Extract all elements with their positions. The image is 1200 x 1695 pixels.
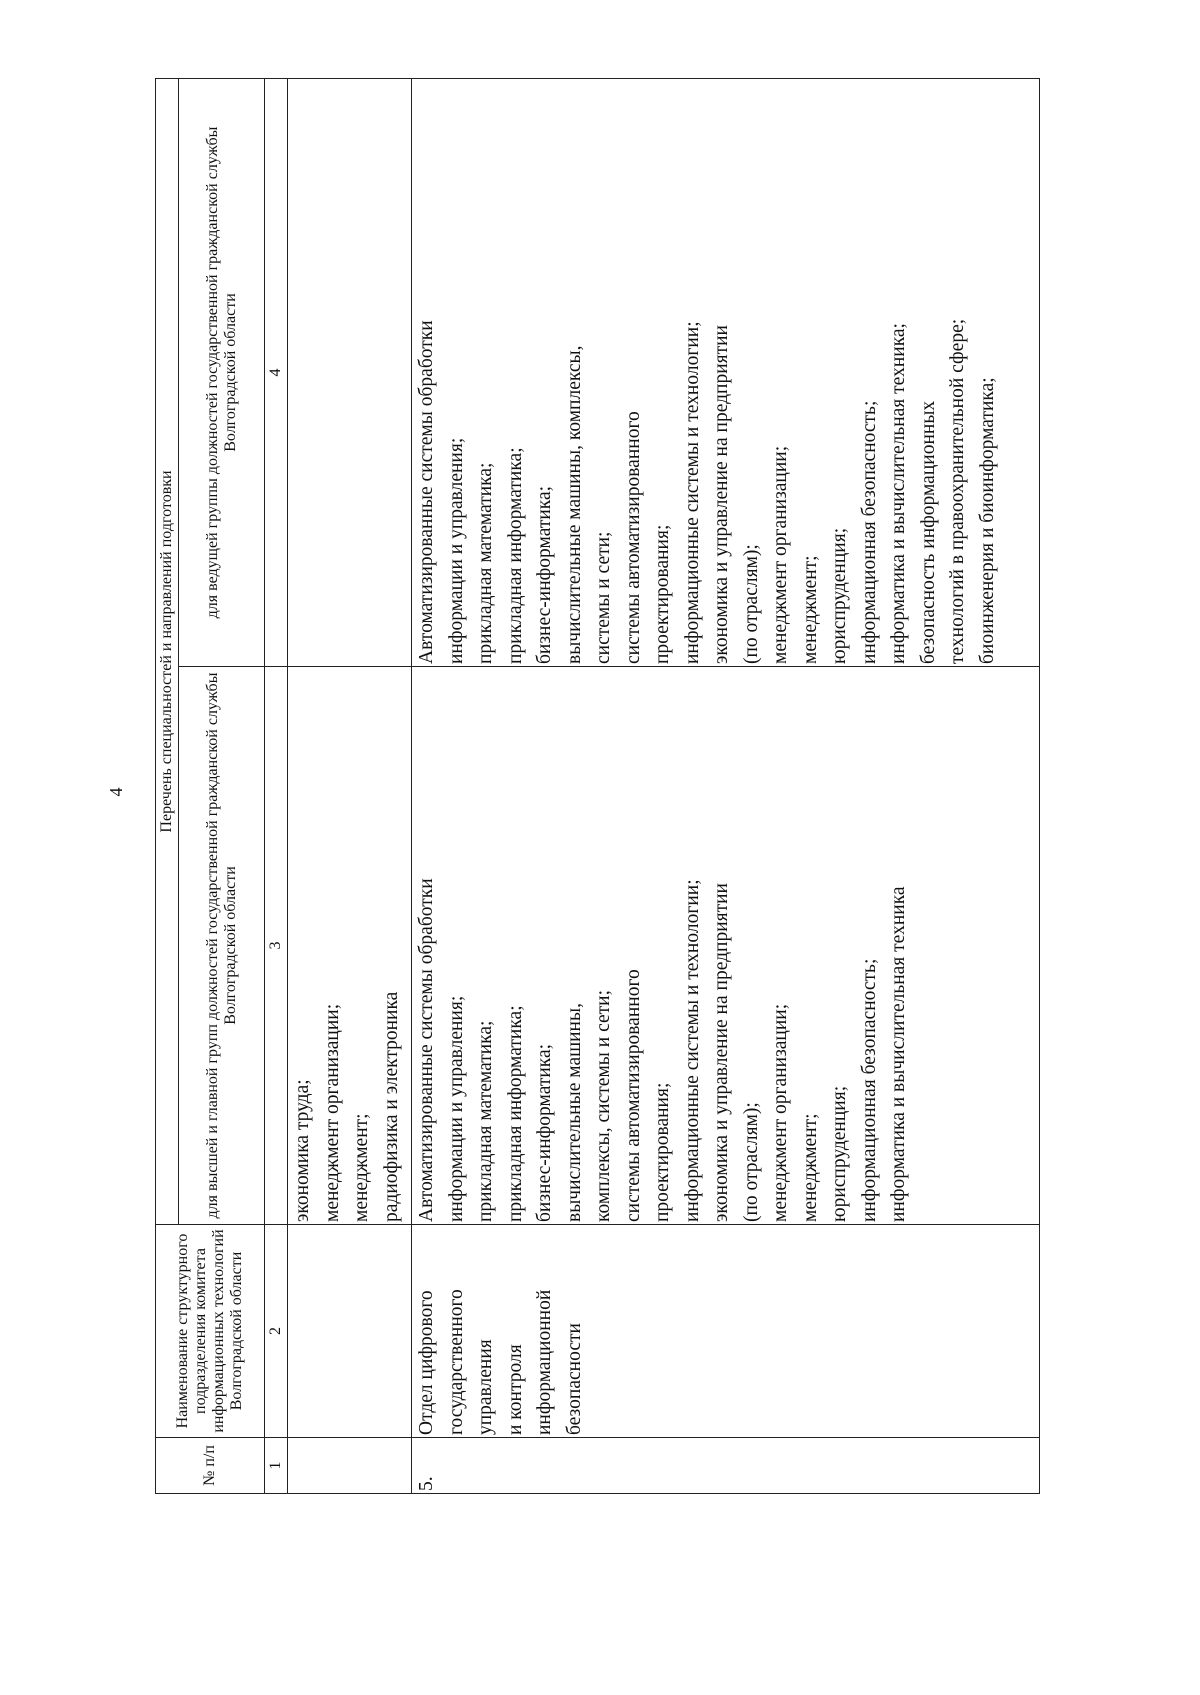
row-2-unit <box>412 1225 1040 1438</box>
list-line: менеджмент организации; <box>770 1003 791 1222</box>
list-line: безопасности <box>563 1323 585 1435</box>
list-line: и контроля <box>504 1344 526 1435</box>
list-line: государственного <box>445 1289 467 1435</box>
list-line: информатика и вычислительная техника; <box>888 323 909 664</box>
list-line: информационная безопасность; <box>858 400 880 664</box>
header-unit: Наименование структурного подразделения комитета информационных технологий Волгоградской области <box>156 1225 265 1438</box>
list-line: (по отраслям); <box>740 1102 762 1222</box>
list-line: системы и сети; <box>593 531 614 664</box>
row-1-unit <box>288 1225 412 1438</box>
list-line: проектирования; <box>652 1082 673 1222</box>
list-line: юриспруденция; <box>829 527 850 664</box>
list-line: комплексы, системы и сети; <box>593 990 614 1222</box>
list-line: безопасность информационных <box>917 400 939 664</box>
list-line: экономика и управление на предприятии <box>711 883 732 1222</box>
row-2-senior-list <box>412 667 1040 1225</box>
column-number-1: 1 <box>265 1438 288 1494</box>
list-line: юриспруденция; <box>829 1085 850 1222</box>
list-line: прикладная информатика; <box>504 1005 526 1222</box>
list-line: менеджмент; <box>351 1113 372 1222</box>
list-line: Автоматизированные системы обработки <box>416 878 437 1222</box>
list-line: управления <box>475 1339 496 1435</box>
list-line: проектирования; <box>652 524 673 664</box>
header-senior-groups: для высшей и главной групп должностей государственной гражданской службы Волгоградской области <box>179 667 265 1225</box>
list-line: биоинженерия и биоинформатика; <box>976 377 998 664</box>
list-line: прикладная математика; <box>475 1020 496 1222</box>
list-line: информационные системы и технологии; <box>681 879 703 1222</box>
column-number-2: 2 <box>265 1225 288 1438</box>
list-line: информационной <box>534 1289 555 1435</box>
row-1-senior-list <box>288 667 412 1225</box>
specialties-table <box>155 78 1040 1494</box>
list-line: Автоматизированные системы обработки <box>416 320 437 664</box>
list-line: бизнес-информатика; <box>534 1043 555 1222</box>
rotated-table-container <box>155 79 1040 1494</box>
list-line: системы автоматизированного <box>622 969 644 1222</box>
list-line: менеджмент организации; <box>321 1003 343 1222</box>
list-line: менеджмент; <box>799 555 821 664</box>
list-line: бизнес-информатика; <box>534 485 555 664</box>
header-group: Перечень специальностей и направлений подготовки <box>156 78 179 1224</box>
list-line: прикладная математика; <box>475 462 496 664</box>
row-1-leading-list <box>288 78 412 666</box>
list-line: (по отраслям); <box>740 544 762 664</box>
list-line: информационная безопасность; <box>858 958 880 1222</box>
list-line: информации и управления; <box>445 995 467 1222</box>
column-number-3: 3 <box>265 667 288 1225</box>
list-line: Отдел цифрового <box>416 1290 437 1435</box>
row-2-number: 5. <box>412 1438 1040 1494</box>
list-line: прикладная информатика; <box>504 447 526 664</box>
list-line: технологий в правоохранительной сфере; <box>947 318 968 664</box>
column-number-4: 4 <box>265 78 288 666</box>
header-leading-group: для ведущей группы должностей государственной гражданской службы Волгоградской области <box>179 78 265 666</box>
row-2-leading-list <box>412 78 1040 666</box>
header-number: № п/п <box>156 1438 265 1494</box>
row-1-number <box>288 1438 412 1494</box>
list-line: вычислительные машины, комплексы, <box>563 345 585 664</box>
list-line: менеджмент организации; <box>770 445 791 664</box>
page-number: 4 <box>106 787 126 797</box>
list-line: экономика труда; <box>292 1079 313 1222</box>
list-line: информационные системы и технологии; <box>681 321 703 664</box>
list-line: экономика и управление на предприятии <box>711 325 732 664</box>
list-line: информатика и вычислительная техника <box>888 886 909 1222</box>
list-line: информации и управления; <box>445 437 467 664</box>
list-line: радиофизика и электроника <box>380 991 402 1222</box>
list-line: системы автоматизированного <box>622 411 644 664</box>
list-line: вычислительные машины, <box>563 1003 585 1222</box>
list-line: менеджмент; <box>799 1113 821 1222</box>
